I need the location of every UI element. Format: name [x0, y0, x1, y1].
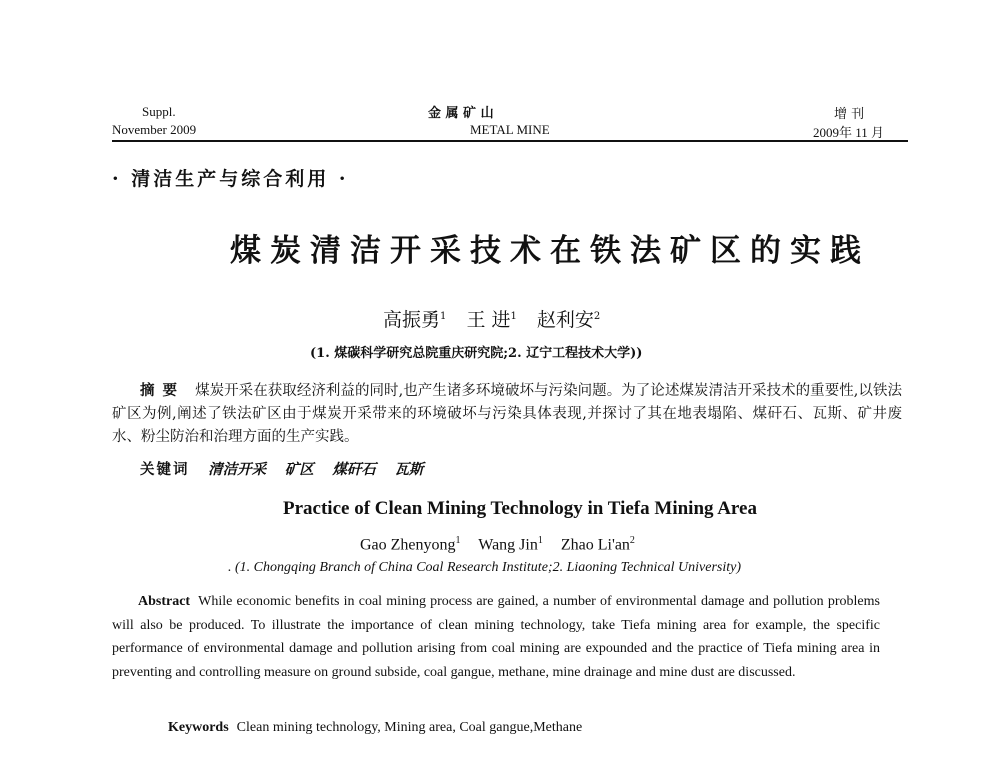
header-suppl: Suppl. — [142, 104, 176, 119]
author-cn-2-sup: 1 — [510, 310, 517, 322]
keyword-cn-3: 煤矸石 — [332, 461, 376, 478]
section-label: · 清洁生产与综合利用 · — [112, 168, 349, 190]
author-en-1-sup: 1 — [455, 535, 461, 546]
journal-name-en: METAL MINE — [470, 122, 550, 137]
keyword-cn-4: 瓦斯 — [394, 461, 424, 478]
author-cn-2: 王 进 — [466, 309, 511, 331]
author-cn-1-sup: 1 — [440, 310, 447, 322]
keywords-en-text: Clean mining technology, Mining area, Coal gangue,Methane — [236, 720, 583, 735]
keywords-en-label: Keywords — [168, 720, 229, 735]
abstract-cn-text: 煤炭开采在获取经济利益的同时,也产生诸多环境破坏与污染问题。为了论述煤炭清洁开采技术的重要性,以铁法矿区为例,阐述了铁法矿区由于煤炭开采带来的环境破坏与污染具体表现,并探讨了其在地表塌陷、煤矸石、瓦斯、矿井废水、粉尘防治和治理方面的生产实践。 — [112, 383, 903, 445]
keywords-cn — [140, 458, 437, 479]
author-cn-3-sup: 2 — [593, 310, 601, 322]
author-cn-3: 赵利安 — [536, 309, 594, 331]
journal-name-cn: 金 属 矿 山 — [428, 106, 494, 121]
abstract-en — [112, 590, 880, 684]
keyword-cn-2: 矿区 — [284, 461, 314, 478]
abstract-cn-label: 摘要 — [140, 382, 186, 399]
authors-cn — [383, 305, 614, 332]
author-en-3: Zhao Li'an — [560, 536, 630, 554]
affiliation-cn: (1. 煤碳科学研究总院重庆研究院;2. 辽宁工程技术大学)) — [310, 346, 643, 361]
author-en-2: Wang Jin — [478, 536, 538, 554]
header-date-en: November 2009 — [112, 122, 197, 137]
header-supplement-cn: 增 刊 — [834, 107, 865, 122]
affiliation-en: . (1. Chongqing Branch of China Coal Research Institute;2. Liaoning Technical University) — [228, 560, 742, 575]
author-en-2-sup: 1 — [537, 535, 543, 546]
abstract-cn — [112, 379, 902, 449]
keyword-cn-1: 清洁开采 — [208, 461, 267, 478]
author-en-3-sup: 2 — [629, 535, 635, 546]
header-rule — [112, 140, 908, 142]
header-date-cn: 2009年 11 月 — [813, 125, 885, 140]
paper-title-cn: 煤炭清洁开采技术在铁法矿区的实践 — [230, 233, 870, 269]
paper-title-en: Practice of Clean Mining Technology in Tiefa Mining Area — [283, 498, 757, 519]
abstract-en-text: While economic benefits in coal mining process are gained, a number of environmental damage and pollution problems will also be produced. To illustrate the importance of clean mining technology, take Tiefa mining area for example, the specific performance of environmental damage and pollution arising from coal mining are expounded and the practice of Tiefa mining area in preventing and controlling measure on ground subside, coal gangue, methane, mine drainage and mine dust are discussed. — [112, 594, 880, 680]
keywords-en — [168, 720, 582, 736]
abstract-en-label: Abstract — [138, 594, 191, 609]
author-cn-1: 高振勇 — [383, 309, 441, 331]
author-en-1: Gao Zhenyong — [360, 536, 456, 554]
authors-en — [360, 535, 649, 554]
keywords-cn-label: 关键词 — [140, 461, 190, 478]
